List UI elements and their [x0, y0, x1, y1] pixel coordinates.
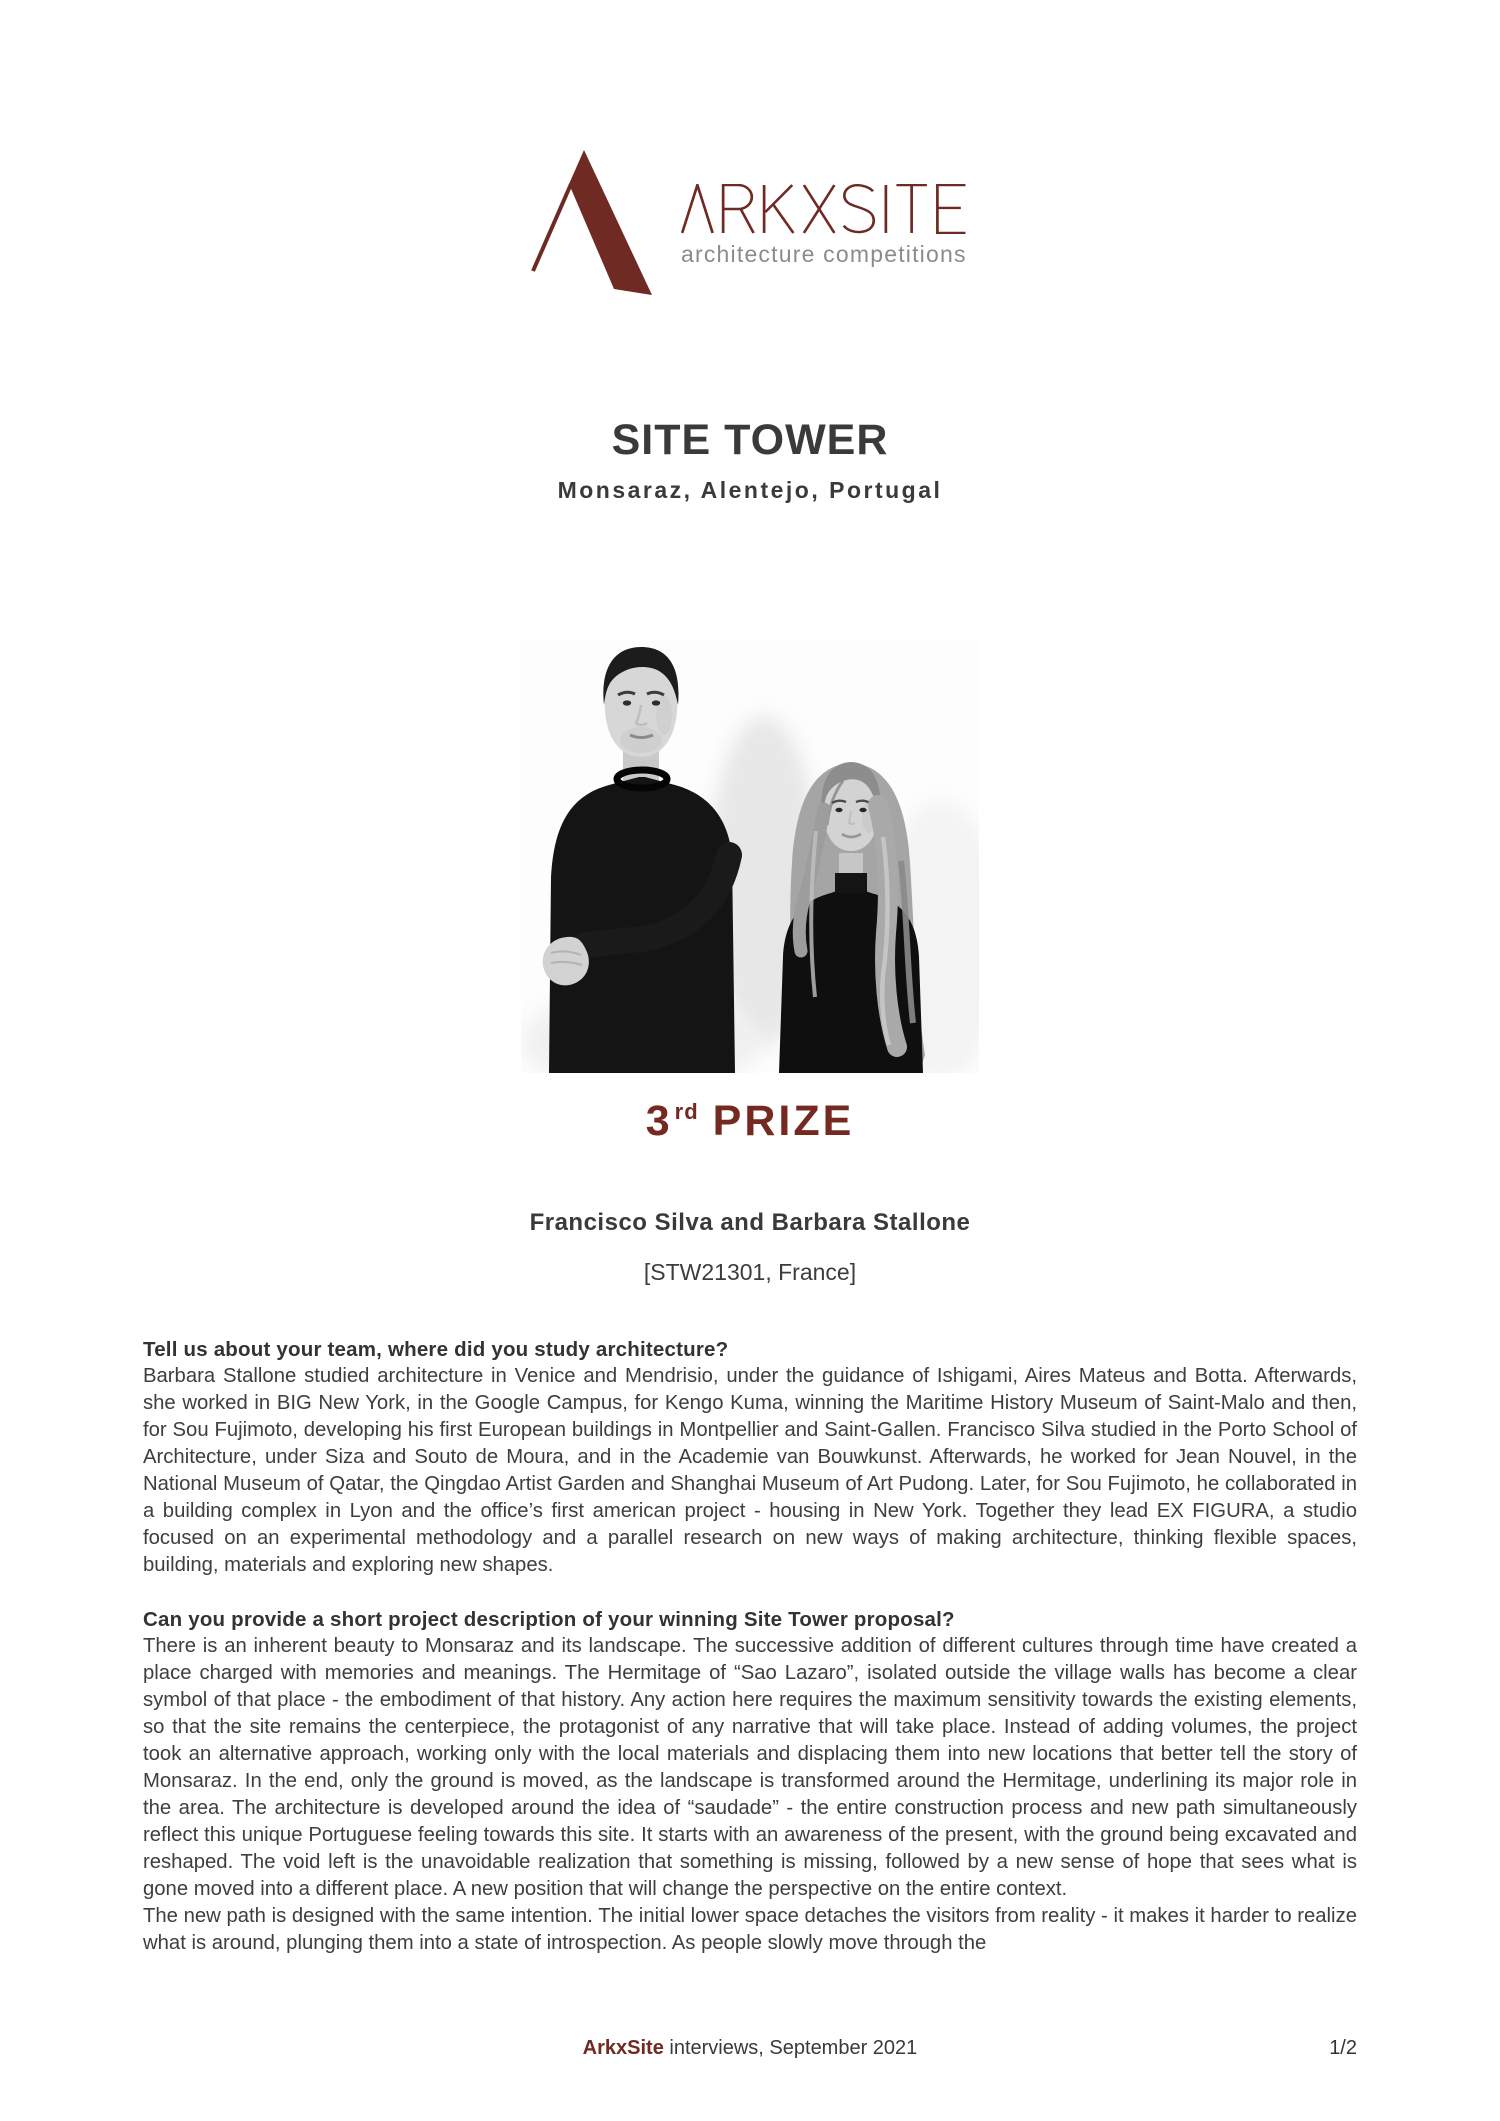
question-1: Tell us about your team, where did you study architecture?: [143, 1338, 729, 1361]
winners-photo: [521, 641, 979, 1073]
prize-number: 3: [645, 1097, 673, 1145]
winners-names: Francisco Silva and Barbara Stallone: [529, 1209, 971, 1236]
page-number: 1/2: [1329, 2037, 1357, 2059]
page-title: SITE TOWER: [611, 416, 889, 464]
arkxsite-logo: [0, 148, 1500, 298]
footer-brand: ArkxSite: [582, 2037, 664, 2059]
logo-text-block: [681, 148, 969, 268]
logo-tagline: architecture competitions: [681, 241, 967, 267]
page-subtitle: Monsaraz, Alentejo, Portugal: [557, 477, 943, 503]
prize-label: PRIZE: [712, 1097, 855, 1145]
answer-1: Barbara Stallone studied architecture in Venice and Mendrisio, under the guidance of Ishigami, Aires Mateus and Botta. Afterwards, she worked in BIG New York, in the Google Campus, for Kengo Kuma, winning the Maritime History Museum of Saint-Malo and then, for Sou Fujimoto, developing his first European buildings in Montpellier and Saint-Gallen. Francisco Silva studied in the Porto School of Architecture, under Siza and Souto de Moura, and in the Academie van Bouwkunst. Afterwards, he worked for Jean Nouvel, in the National Museum of Qatar, the Qingdao Artist Garden and Shanghai Museum of Art Pudong. Later, for Sou Fujimoto, he collaborated in a building complex in Lyon and the office’s first american project - housing in New York. Together they lead EX FIGURA, a studio focused on an experimental methodology and a parallel research on new ways of making architecture, thinking flexible spaces, building, materials and exploring new shapes.: [143, 1365, 1357, 1576]
page-footer: [143, 2037, 1357, 2060]
question-2: Can you provide a short project description of your winning Site Tower proposal?: [143, 1608, 955, 1631]
brand-wordmark: [681, 184, 969, 234]
arkxsite-logo-icon: [531, 148, 655, 298]
footer-text: interviews, September 2021: [669, 2037, 918, 2059]
prize-ordinal: rd: [674, 1099, 699, 1124]
entry-code: [STW21301, France]: [643, 1259, 857, 1285]
answer-2-paragraph-1: There is an inherent beauty to Monsaraz and its landscape. The successive addition of different cultures through time have created a place charged with memories and meanings. The Hermitage of “Sao Lazaro”, isolated outside the village walls has become a clear symbol of that place - the embodiment of that history. Any action here requires the maximum sensitivity towards the existing elements, so that the site remains the centerpiece, the protagonist of any narrative that will take place. Instead of adding volumes, the project took an alternative approach, working only with the local materials and displacing them into new locations that better tell the story of Monsaraz. In the end, only the ground is moved, as the landscape is transformed around the Hermitage, underlining its major role in the area. The architecture is developed around the idea of “saudade” - the entire construction process and new path simultaneously reflect this unique Portuguese feeling towards this site. It starts with an awareness of the present, with the ground being excavated and reshaped. The void left is the unavoidable realization that something is missing, followed by a new sense of hope that sees what is gone moved into a different place. A new position that will change the perspective on the entire context.: [143, 1635, 1357, 1900]
interview-body: [143, 1336, 1357, 1957]
prize-heading: [0, 1097, 1500, 1146]
answer-2-paragraph-2: The new path is designed with the same intention. The initial lower space detaches the visitors from reality - it makes it harder to realize what is around, plunging them into a state of introspection. As people slowly move through the: [143, 1905, 1357, 1954]
